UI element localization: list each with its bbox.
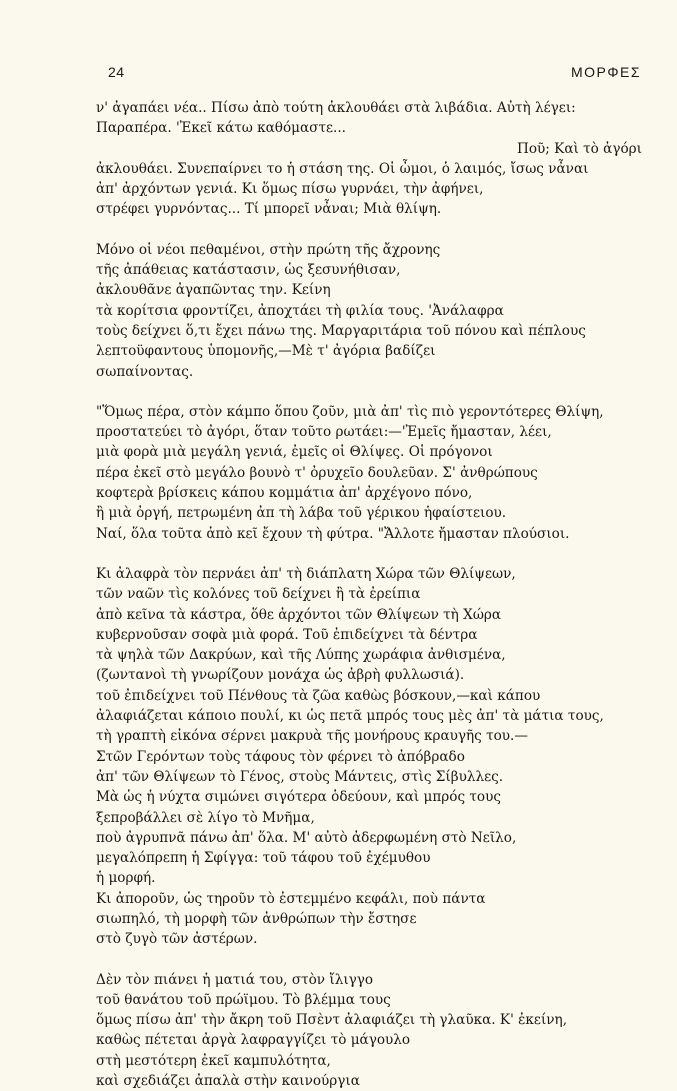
text-line: σωπαίνοντας. bbox=[96, 363, 194, 380]
text-line: λεπτοϋφαντους ὑπομονῆς,—Μὲ τ' ἀγόρια βαδίζει bbox=[96, 343, 436, 360]
stanza bbox=[96, 402, 652, 544]
text-line: ἀλαφιάζεται κάποιο πουλί, κι ὡς πετᾶ μπρός τους μὲς ἀπ' τὰ μάτια τους, bbox=[96, 708, 604, 725]
text-line: Μὰ ὡς ἡ νύχτα σιμώνει σιγότερα ὁδεύουν, καὶ μπρός τους bbox=[96, 789, 501, 806]
text-line: καὶ σχεδιάζει ἀπαλὰ στὴν καινούργια bbox=[96, 1073, 360, 1090]
text-line: τὰ ψηλὰ τῶν Δακρύων, καὶ τῆς Λύπης χωράφια ἀνθισμένα, bbox=[96, 647, 506, 664]
text-line: ἀπ' τῶν Θλίψεων τὸ Γένος, στοὺς Μάντεις, στὶς Σίβυλλες. bbox=[96, 768, 504, 785]
page-number: 24 bbox=[108, 64, 125, 80]
text-line: τὰ κορίτσια φροντίζει, ἀποχτάει τὴ φιλία τους. 'Ἀνάλαφρα bbox=[96, 302, 504, 319]
text-line: ν' ἀγαπάει νέα.. Πίσω ἀπὸ τούτη ἀκλουθάει στὰ λιβάδια. Αὐτὴ λέγει: bbox=[96, 100, 576, 116]
stanza bbox=[96, 240, 652, 382]
text-line: στὸ ζυγὸ τῶν ἀστέρων. bbox=[96, 931, 258, 948]
text-line: μιὰ φορὰ μιὰ μεγάλη γενιά, ἐμεῖς οἱ Θλίψες. Οἱ πρόγονοι bbox=[96, 444, 493, 461]
text-line: ἡ μορφή. bbox=[96, 870, 156, 887]
journal-title: ΜΟΡΦΕΣ bbox=[570, 64, 641, 80]
text-line: Παραπέρα. 'Ἐκεῖ κάτω καθόμαστε... bbox=[96, 120, 346, 137]
text-line: Ποῦ; Καὶ τὸ ἀγόρι bbox=[516, 140, 642, 157]
text-line: (ζωντανοὶ τὴ γνωρίζουν μονάχα ὡς ἀβρὴ φυλλωσιά). bbox=[96, 667, 465, 684]
text-line: Μόνο οἱ νέοι πεθαμένοι, στὴν πρώτη τῆς ἄχρονης bbox=[96, 241, 441, 258]
text-line: τῆς ἀπάθειας κατάστασιν, ὡς ξεσυνήθισαν, bbox=[96, 262, 401, 279]
text-line: ἀπὸ κεῖνα τὰ κάστρα, ὅθε ἀρχόντοι τῶν Θλίψεων τὴ Χώρα bbox=[96, 606, 502, 623]
text-line: ἀπ' ἀρχόντων γενιά. Κι ὅμως πίσω γυρνάει, τὴν ἀφήνει, bbox=[96, 181, 484, 198]
text-line: κυβερνοῦσαν σοφὰ μιὰ φορά. Τοῦ ἐπιδείχνει τὰ δέντρα bbox=[96, 626, 478, 643]
page-header bbox=[108, 64, 641, 84]
text-line: τοὺς δείχνει ὅ,τι ἔχει πάνω της. Μαργαριτάρια τοῦ πόνου καὶ πέπλους bbox=[96, 322, 586, 339]
text-line: Ναί, ὅλα τοῦτα ἀπὸ κεῖ ἔχουν τὴ φύτρα. "Ἄλλοτε ἤμασταν πλούσιοι. bbox=[96, 525, 570, 542]
text-line: ποὺ ἀγρυπνᾶ πάνω ἀπ' ὅλα. Μ' αὐτὸ ἀδερφωμένη στὸ Νεῖλο, bbox=[96, 829, 517, 846]
text-line: σιωπηλό, τὴ μορφὴ τῶν ἀνθρώπων τὴν ἔστησε bbox=[96, 910, 417, 927]
stanza bbox=[96, 970, 652, 1091]
text-line: ὅμως πίσω ἀπ' τὴν ἄκρη τοῦ Πσὲντ ἀλαφιάζει τὴ γλαῦκα. Κ' ἐκείνη, bbox=[96, 1012, 568, 1029]
text-line: Στῶν Γερόντων τοὺς τάφους τὸν φέρνει τὸ ἀπόβραδο bbox=[96, 748, 465, 765]
text-line: τοῦ ἐπιδείχνει τοῦ Πένθους τὰ ζῶα καθὼς βόσκουν,—καὶ κάπου bbox=[96, 687, 541, 704]
text-line: Κι ἀλαφρὰ τὸν περνάει ἀπ' τὴ διάπλατη Χώρα τῶν Θλίψεων, bbox=[96, 565, 516, 582]
text-line: Δὲν τὸν πιάνει ἡ ματιά του, στὸν ἴλιγγο bbox=[96, 971, 374, 988]
text-line: ἢ μιὰ ὀργή, πετρωμένη ἀπ τὴ λάβα τοῦ γέρικου ἡφαίστειου. bbox=[96, 505, 507, 522]
text-line: στὴ μεστότερη ἐκεῖ καμπυλότητα, bbox=[96, 1052, 331, 1069]
text-line: καθὼς πέτεται ἀργὰ λαφραγγίζει τὸ μάγουλο bbox=[96, 1032, 411, 1049]
text-line: προστατεύει τὸ ἀγόρι, ὅταν τοῦτο ρωτάει:—'Ἐμεῖς ἤμασταν, λέει, bbox=[96, 424, 552, 441]
text-line: τῶν ναῶν τὶς κολόνες τοῦ δείχνει ἢ τὰ ἐρείπια bbox=[96, 586, 421, 603]
text-line: στρέφει γυρνόντας... Τί μπορεῖ νἆναι; Μιὰ θλίψη. bbox=[96, 201, 442, 218]
text-line: τὴ γραπτὴ εἰκόνα σέρνει μακρυὰ τῆς μονήρους κραυγῆς του.— bbox=[96, 728, 528, 745]
stanza bbox=[96, 98, 652, 220]
text-line: ἀκλουθᾶνε ἀγαπῶντας την. Κείνη bbox=[96, 282, 331, 299]
poem-body bbox=[96, 98, 652, 1091]
text-line: ἀκλουθάει. Συνεπαίρνει το ἡ στάση της. Οἱ ὦμοι, ὁ λαιμός, ἴσως νἆναι bbox=[96, 160, 589, 177]
text-line: πέρα ἐκεῖ στὸ μεγάλο βουνὸ τ' ὀρυχεῖο δουλεῦαν. Σ' ἀνθρώπους bbox=[96, 464, 538, 481]
text-line: τοῦ θανάτου τοῦ πρώϊμου. Τὸ βλέμμα τους bbox=[96, 991, 391, 1008]
text-line: κοφτερὰ βρίσκεις κάπου κομμάτια ἀπ' ἀρχέγονο πόνο, bbox=[96, 485, 473, 502]
stanza bbox=[96, 564, 652, 950]
text-line: Κι ἀπορoῦν, ὡς τηροῦν τὸ ἐστεμμένο κεφάλι, ποὺ πάντα bbox=[96, 890, 486, 907]
text-line: μεγαλόπρεπη ἡ Σφίγγα: τοῦ τάφου τοῦ ἐχέμυθου bbox=[96, 850, 431, 867]
text-line: ξεπροβάλλει σὲ λίγο τὸ Μνῆμα, bbox=[96, 809, 315, 826]
text-line: "Ὅμως πέρα, στὸν κάμπο ὅπου ζοῦν, μιὰ ἀπ' τὶς πιὸ γεροντότερες Θλίψη, bbox=[96, 403, 604, 420]
